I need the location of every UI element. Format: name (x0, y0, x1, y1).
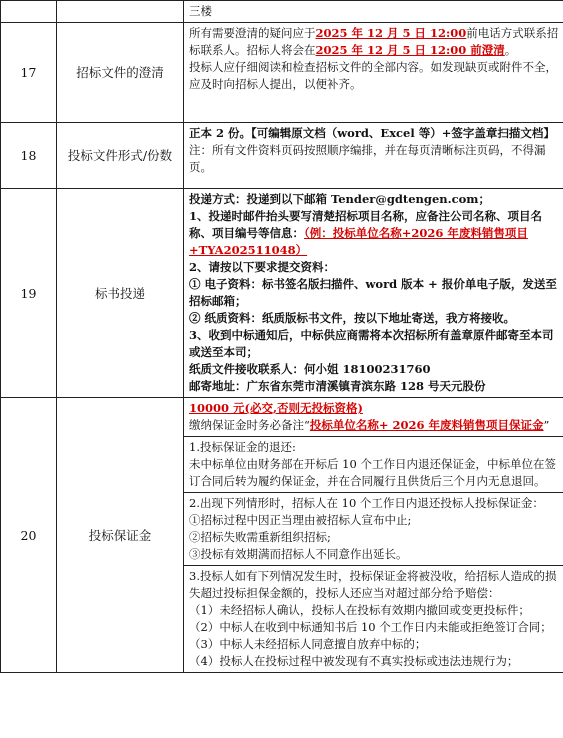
list-item: ①招标过程中因正当理由被招标人宣布中止; (189, 513, 412, 527)
row-number: 17 (1, 23, 57, 123)
cell-content (184, 398, 563, 673)
divider (184, 565, 563, 566)
text: 所有需要澄清的疑问应于 (189, 26, 316, 40)
list-item: （4）投标人在投标过程中被发现有不真实投标或违法违规行为； (189, 654, 519, 668)
text: 缴纳保证金时务必备注“ (189, 418, 310, 432)
example-note: （例：投标单位名称+2026 年废料销售项目+TYA202511048） (189, 226, 528, 257)
paragraph: 邮寄地址：广东省东莞市清溪镇青滨东路 128 号天元股份 (189, 379, 486, 393)
paragraph (189, 208, 559, 259)
empty-cell (1, 1, 57, 23)
deadline-date: 2025 年 12 月 5 日 12:00 (315, 26, 467, 40)
paragraph: 未中标单位由财务部在开标后 10 个工作日内退还保证金，中标单位在签订合同后转为履约保证金，并在合同履行且供货后三个月内无息退回。 (189, 457, 556, 488)
section-title: 1.投标保证金的退还: (189, 440, 296, 454)
deposit-remark: 投标单位名称+ 2026 年废料销售项目保证金 (309, 418, 544, 432)
row-title: 投标文件形式/份数 (57, 123, 184, 189)
row-number: 20 (1, 398, 57, 673)
divider (184, 436, 563, 437)
row-title: 标书投递 (57, 189, 184, 398)
text: 前电话方式联系招标联系人。招标人将会在 (189, 26, 559, 57)
section-title: 2.出现下列情形时，招标人在 10 个工作日内退还投标人投标保证金： (189, 496, 544, 510)
table-row (1, 189, 563, 398)
paragraph (189, 417, 559, 434)
address-fragment: 三楼 (189, 4, 212, 18)
cell-content (184, 189, 563, 398)
paragraph: 正本 2 份。【可编辑原文档（word、Excel 等）+签字盖章扫描文档】 (189, 126, 555, 140)
paragraph (189, 25, 559, 59)
divider (184, 492, 563, 493)
list-item: （2）中标人在收到中标通知书后 10 个工作日内未能或拒绝签订合同； (189, 620, 552, 634)
paragraph: 投递方式：投递到以下邮箱 Tender@gdtengen.com； (189, 192, 490, 206)
paragraph: ② 纸质资料：纸质版标书文件，按以下地址寄送，我方将接收。 (189, 311, 516, 325)
paragraph: 3、收到中标通知后，中标供应商需将本次招标所有盖章原件邮寄至本司或送至本司； (189, 328, 554, 359)
text: ” (543, 418, 550, 432)
deposit-amount: 10000 元(必交,否则无投标资格) (189, 401, 363, 415)
table-row (1, 398, 563, 673)
paragraph: 纸质文件接收联系人：何小姐 18100231760 (189, 362, 431, 376)
table-row (1, 123, 563, 189)
list-item: （1）未经招标人确认，投标人在投标有效期内撤回或变更投标件； (189, 603, 530, 617)
paragraph: 注：所有文件资料页码按照顺序编排，并在每页清晰标注页码，不得漏页。 (189, 143, 546, 174)
paragraph: ① 电子资料：标书签名版扫描件、word 版本 + 报价单电子版，发送至招标邮箱； (189, 277, 557, 308)
cell-content (184, 23, 563, 123)
list-item: ③投标有效期满而招标人不同意作出延长。 (189, 547, 408, 561)
row-title: 投标保证金 (57, 398, 184, 673)
row-number: 18 (1, 123, 57, 189)
list-item: ②招标失败需重新组织招标; (189, 530, 331, 544)
text: 1、投递时邮件抬头要写清楚招标项目名称，应备注公司名称、项目名称、项目编号等信息： (189, 209, 542, 240)
paragraph: 2、请按以下要求提交资料： (189, 260, 336, 274)
row-number: 19 (1, 189, 57, 398)
text: 。 (504, 43, 517, 57)
table-row (1, 23, 563, 123)
cell-content (184, 1, 563, 23)
paragraph: 投标人应仔细阅读和检查招标文件的全部内容。如发现缺页或附件不全，应及时向招标人提出，以便补齐。 (189, 60, 557, 91)
list-item: （3）中标人未经招标人同意擅自放弃中标的； (189, 637, 427, 651)
table-row (1, 1, 563, 23)
empty-cell (57, 1, 184, 23)
row-title: 招标文件的澄清 (57, 23, 184, 123)
section-title: 3.投标人如有下列情况发生时，投标保证金将被没收，给招标人造成的损失超过投标担保金额的，投标人还应当对超过部分给予赔偿： (189, 569, 557, 600)
cell-content (184, 123, 563, 189)
clarification-date: 2025 年 12 月 5 日 12:00 前澄清 (315, 43, 505, 57)
